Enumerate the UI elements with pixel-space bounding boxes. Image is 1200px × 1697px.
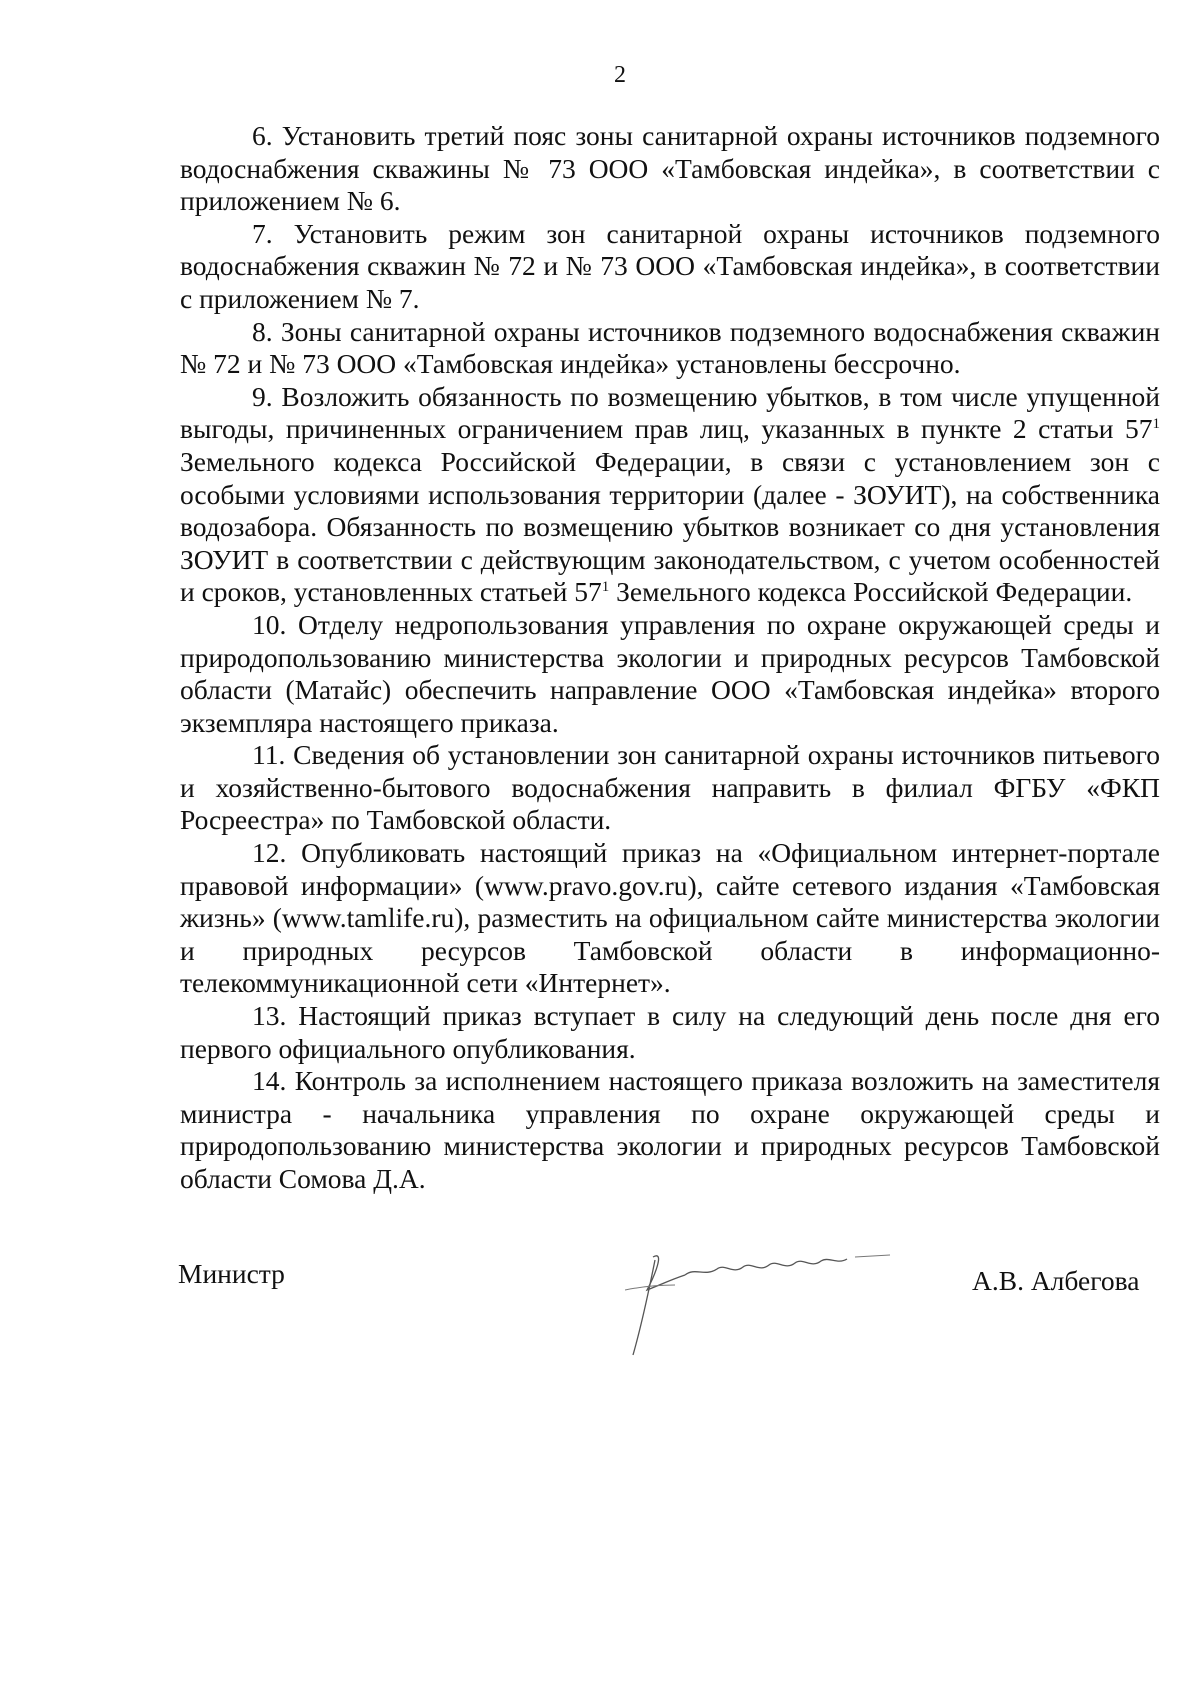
paragraph-8: 8. Зоны санитарной охраны источников подземного водоснабжения скважин № 72 и № 73 ООО «Тамбовская индейка» установлены бессрочно.: [180, 315, 1160, 380]
paragraph-9: [180, 381, 1160, 609]
paragraph-14: 14. Контроль за исполнением настоящего приказа возложить на заместителя министра - начальника управления по охране окружающей среды и природопользованию министерства экологии и природных ресурсов Тамбовской области Сомова Д.А.: [180, 1065, 1160, 1194]
paragraph-12: 12. Опубликовать настоящий приказ на «Официальном интернет-портале правовой информации» (www.pravo.gov.ru), сайте сетевого издания «Тамбовская жизнь» (www.tamlife.ru), разместить на официальном сайте министерства экологии и природных ресурсов Тамбовской области в информационно-телекоммуникационной сети «Интернет».: [180, 837, 1160, 999]
handwritten-signature: [625, 1245, 925, 1365]
paragraph-13: 13. Настоящий приказ вступает в силу на следующий день после дня его первого официального опубликования.: [180, 1000, 1160, 1064]
paragraph-9-part-1: 9. Возложить обязанность по возмещению убытков, в том числе упущенной выгоды, причиненных ограничением прав лиц, указанных в пункте 2 статьи 57: [180, 380, 1160, 445]
paragraph-9-part-2: Земельного кодекса Российской Федерации, в связи с установлением зон с особыми условиями использования территории (далее - ЗОУИТ), на собственника водозабора. Обязанность по возмещению убытков возникает со дня установления ЗОУИТ в соответствии с действующим законодательством, с учетом особенностей и сроков, установленных статьей 57: [180, 445, 1160, 608]
paragraph-6: 6. Установить третий пояс зоны санитарной охраны источников подземного водоснабжения скважины № 73 ООО «Тамбовская индейка», в соответствии с приложением № 6.: [180, 120, 1160, 217]
signatory-name: А.В. Албегова: [972, 1265, 1140, 1296]
superscript-2: 1: [601, 579, 610, 596]
order-body: [180, 120, 1160, 1196]
paragraph-11: 11. Сведения об установлении зон санитарной охраны источников питьевого и хозяйственно-бытового водоснабжения направить в филиал ФГБУ «ФКП Росреестра» по Тамбовской области.: [180, 739, 1160, 836]
paragraph-7: 7. Установить режим зон санитарной охраны источников подземного водоснабжения скважин № 72 и № 73 ООО «Тамбовская индейка», в соответствии с приложением № 7.: [180, 217, 1160, 314]
superscript-1: 1: [1152, 416, 1160, 433]
signatory-role: Министр: [178, 1258, 285, 1289]
page-number: 2: [614, 62, 626, 88]
paragraph-10: 10. Отделу недропользования управления по охране окружающей среды и природопользованию министерства экологии и природных ресурсов Тамбовской области (Матайс) обеспечить направление ООО «Тамбовская индейка» второго экземпляра настоящего приказа.: [180, 608, 1160, 738]
paragraph-9-part-3: Земельного кодекса Российской Федерации.: [609, 576, 1133, 608]
